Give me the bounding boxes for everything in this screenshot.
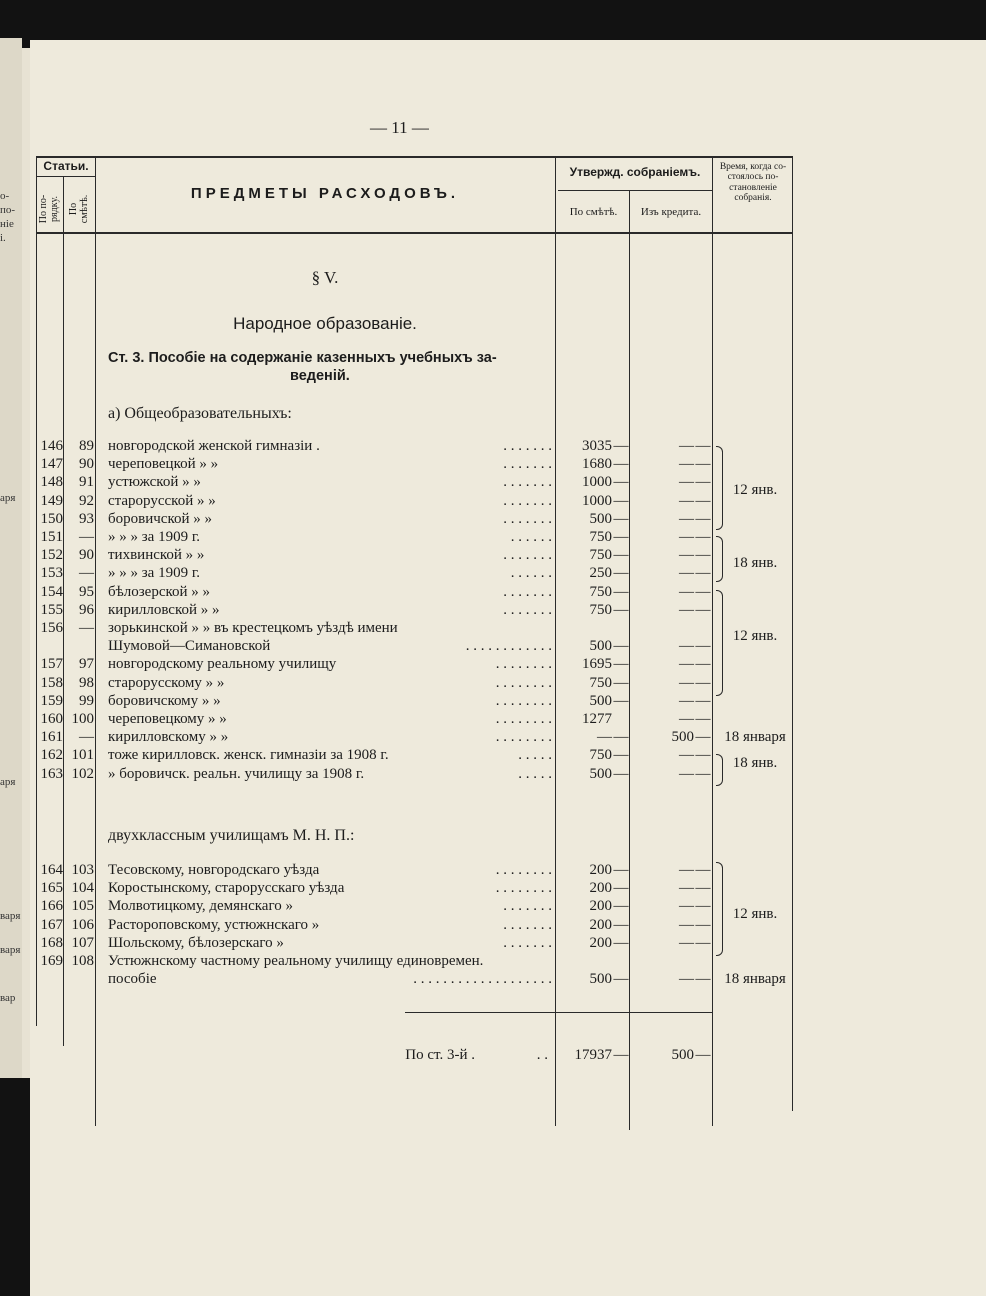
row-description: Устюжнскому частному реальному училищу единовремен.	[108, 953, 484, 969]
row-description: череповецкому » »	[108, 711, 227, 727]
row-credit: —	[679, 880, 694, 897]
row-number-order: 148	[40, 474, 63, 491]
row-credit-kopecks: —	[695, 583, 711, 600]
row-leaders: . . . . . . .	[503, 547, 552, 564]
row-description: » » » за 1909 г.	[108, 529, 201, 545]
row-amount: 3035	[582, 438, 612, 454]
row-description: боровичской » »	[108, 510, 212, 527]
row-credit-kopecks: —	[695, 692, 711, 709]
row-description: старорусской » »	[108, 492, 216, 509]
row-amount-kopecks: —	[613, 474, 629, 491]
row-amount-kopecks: —	[613, 692, 629, 709]
row-amount: 500	[589, 692, 612, 709]
row-leaders: . . . . . . .	[503, 583, 552, 600]
row-leaders: . . . . . . .	[503, 898, 552, 915]
row-number-order: 147	[40, 456, 63, 473]
row-credit: —	[679, 862, 694, 878]
row-credit-kopecks: —	[695, 456, 711, 473]
subsection-a: а) Общеобразовательныхъ:	[108, 405, 292, 422]
row-number-estimate: —	[79, 529, 94, 545]
row-amount: 200	[589, 898, 612, 915]
row-credit-kopecks: —	[695, 438, 711, 454]
row-credit-kopecks: —	[695, 601, 711, 618]
total-amount: 17937	[574, 1047, 612, 1063]
row-number-estimate: 105	[71, 898, 94, 915]
row-credit: —	[679, 438, 694, 454]
row-number-estimate: 99	[79, 692, 94, 709]
total-credit: 500	[671, 1047, 694, 1063]
row-credit-kopecks: —	[695, 971, 711, 988]
row-description: новгородскому реальному училищу	[108, 656, 337, 673]
row-amount-kopecks: —	[613, 765, 629, 782]
row-description: Коростынскому, старорусскаго уѣзда	[108, 880, 345, 897]
row-number-estimate: —	[79, 565, 94, 582]
header-articles: Статьи.	[43, 159, 89, 173]
row-credit-kopecks: —	[695, 547, 711, 564]
row-number-order: 167	[40, 916, 63, 933]
brace-18-jan	[716, 536, 723, 582]
row-credit: —	[679, 529, 694, 545]
row-amount: 750	[589, 583, 612, 600]
row-number-order: 151	[40, 529, 63, 545]
row-description: зорькинской » » въ крестецкомъ уѣздѣ имени	[108, 620, 398, 636]
row-amount: 1000	[582, 492, 612, 509]
row-leaders: . . . . . .	[510, 565, 552, 582]
row-amount-kopecks: —	[613, 898, 629, 915]
col-rule-s	[95, 156, 96, 1126]
row-credit: —	[679, 601, 694, 618]
row-number-order: 160	[40, 711, 63, 727]
row-credit: —	[679, 547, 694, 564]
row-number-order: 154	[40, 583, 63, 600]
row-number-order: 159	[40, 692, 63, 709]
row-number-order: 157	[40, 656, 63, 673]
row-amount-kopecks: —	[613, 565, 629, 582]
row-session-time: 18 января	[724, 971, 786, 988]
row-description: череповецкой » »	[108, 456, 219, 473]
row-amount-kopecks: —	[613, 583, 629, 600]
row-credit: —	[679, 692, 694, 709]
left-page-fragment: вар	[0, 992, 16, 1004]
row-leaders: . . . . . . .	[503, 934, 552, 951]
row-description: Шумовой—Симановской	[108, 638, 271, 655]
col-rule-time	[712, 156, 713, 1126]
brace-12-jan-b	[716, 590, 723, 696]
row-number-estimate: 100	[71, 711, 94, 727]
row-number-order: 168	[40, 934, 63, 951]
row-leaders: . . . . . . .	[503, 601, 552, 618]
row-description: Тесовскому, новгородскаго уѣзда	[108, 862, 320, 878]
row-amount: 750	[589, 529, 612, 545]
row-number-estimate: 98	[79, 674, 94, 691]
row-credit: —	[679, 971, 694, 988]
header-by-order: По по-рядку.	[38, 194, 60, 224]
row-credit-kopecks: —	[695, 711, 711, 727]
brace-18-jan-b	[716, 754, 723, 786]
row-leaders: . . . . .	[518, 765, 552, 782]
brace-12-jan	[716, 446, 723, 530]
row-description: Молвотицкому, демянскаго »	[108, 898, 293, 915]
row-amount-kopecks: —	[613, 880, 629, 897]
row-number-estimate: 101	[71, 747, 94, 764]
row-amount: 750	[589, 547, 612, 564]
row-number-order: 146	[40, 438, 63, 454]
row-number-estimate: 93	[79, 510, 94, 527]
row-credit-kopecks: —	[695, 898, 711, 915]
row-amount-kopecks: —	[613, 971, 629, 988]
row-number-estimate: 89	[79, 438, 94, 454]
row-number-order: 152	[40, 547, 63, 564]
total-leaders: . .	[536, 1047, 548, 1063]
row-leaders: . . . . . . .	[503, 438, 552, 454]
left-page-fragment: і.	[0, 232, 6, 244]
brace-12-jan-c	[716, 862, 723, 956]
articles-rule	[36, 176, 96, 177]
row-number-estimate: —	[79, 729, 94, 746]
row-description: тихвинской » »	[108, 547, 205, 564]
row-number-estimate: 107	[71, 934, 94, 951]
row-number-estimate: 96	[79, 601, 94, 618]
row-number-estimate: 106	[71, 916, 94, 933]
row-amount-kopecks: —	[613, 510, 629, 527]
row-session-time: 18 янв.	[732, 755, 778, 772]
row-credit-kopecks: —	[695, 880, 711, 897]
row-number-estimate: 95	[79, 583, 94, 600]
row-leaders: . . . . . . . .	[495, 862, 552, 878]
section-title: Народное образованіе.	[233, 314, 417, 333]
row-leaders: . . . . . . .	[503, 474, 552, 491]
row-credit-kopecks: —	[695, 656, 711, 673]
row-number-estimate: 108	[71, 953, 94, 969]
row-description: устюжской » »	[108, 474, 201, 491]
row-number-order: 153	[40, 565, 63, 582]
row-session-time: 18 января	[724, 729, 786, 746]
row-amount-kopecks: —	[613, 492, 629, 509]
row-amount: 1695	[582, 656, 612, 673]
row-session-time: 12 янв.	[732, 906, 778, 923]
row-description: боровичскому » »	[108, 692, 221, 709]
left-page-fragment: варя	[0, 944, 21, 956]
row-leaders: . . . . . . . . . . . . . . . . . . .	[413, 971, 552, 988]
total-credit-kopecks: —	[695, 1047, 711, 1063]
left-page-fragment: аря	[0, 492, 16, 504]
row-amount-kopecks: —	[613, 747, 629, 764]
table-top-rule	[36, 156, 792, 158]
row-amount-kopecks: —	[613, 729, 629, 746]
row-description: Шольскому, бѣлозерскаго »	[108, 934, 284, 951]
row-description: кирилловской » »	[108, 601, 220, 618]
row-leaders: . . . . . . . .	[495, 656, 552, 673]
header-by-estimate: По смѣтѣ.	[68, 194, 90, 224]
row-credit-kopecks: —	[695, 916, 711, 933]
row-amount: 500	[589, 510, 612, 527]
row-credit: —	[679, 456, 694, 473]
row-amount-kopecks: —	[613, 916, 629, 933]
row-description: тоже кирилловск. женск. гимназіи за 1908 г.	[108, 747, 389, 764]
row-leaders: . . . . . . .	[503, 456, 552, 473]
row-amount: 1277	[582, 711, 612, 727]
row-credit-kopecks: —	[695, 638, 711, 655]
row-amount: —	[597, 729, 612, 746]
left-page-fragment: по-	[0, 204, 16, 216]
total-rule	[405, 1012, 712, 1013]
row-credit-kopecks: —	[695, 529, 711, 545]
row-leaders: . . . . . . . . . . . .	[465, 638, 552, 655]
row-amount-kopecks: —	[613, 862, 629, 878]
row-credit-kopecks: —	[695, 510, 711, 527]
row-number-order: 150	[40, 510, 63, 527]
row-amount: 500	[589, 765, 612, 782]
row-credit: —	[679, 747, 694, 764]
row-description: бѣлозерской » »	[108, 583, 211, 600]
row-credit: —	[679, 674, 694, 691]
row-description: пособіе	[108, 971, 157, 988]
row-amount-kopecks: —	[613, 547, 629, 564]
row-number-order: 166	[40, 898, 63, 915]
row-number-order: 163	[40, 765, 63, 782]
row-credit: —	[679, 510, 694, 527]
row-number-order: 164	[40, 862, 63, 878]
row-description: старорусскому » »	[108, 674, 225, 691]
row-number-estimate: 92	[79, 492, 94, 509]
total-amount-kopecks: —	[613, 1047, 629, 1063]
row-leaders: . . . . . . . .	[495, 729, 552, 746]
row-number-estimate: 104	[71, 880, 94, 897]
row-credit-kopecks: —	[695, 862, 711, 878]
row-description: кирилловскому » »	[108, 729, 229, 746]
row-credit-kopecks: —	[695, 565, 711, 582]
row-leaders: . . . . . . .	[503, 492, 552, 509]
row-amount: 750	[589, 601, 612, 618]
row-credit: —	[679, 583, 694, 600]
row-number-order: 161	[40, 729, 63, 746]
row-credit: —	[679, 765, 694, 782]
left-page-fragment: о-	[0, 190, 10, 202]
left-page-fragment: ніе	[0, 218, 14, 230]
subsection-b: двухклассным училищамъ М. Н. П.:	[108, 827, 355, 844]
row-credit-kopecks: —	[695, 474, 711, 491]
left-page-fragment: варя	[0, 910, 21, 922]
row-description: » » » за 1909 г.	[108, 565, 201, 582]
row-session-time: 18 янв.	[732, 555, 778, 572]
row-number-order: 158	[40, 674, 63, 691]
row-credit: —	[679, 565, 694, 582]
row-leaders: . . . . . . .	[503, 510, 552, 527]
row-leaders: . . . . . . . .	[495, 711, 552, 727]
row-credit: —	[679, 638, 694, 655]
row-amount: 1680	[582, 456, 612, 473]
row-amount: 250	[589, 565, 612, 582]
row-number-estimate: 103	[71, 862, 94, 878]
page-number: — 11 —	[370, 118, 429, 137]
row-amount: 500	[589, 971, 612, 988]
row-amount-kopecks: —	[613, 601, 629, 618]
row-credit: —	[679, 474, 694, 491]
header-subjects: ПРЕДМЕТЫ РАСХОДОВЪ.	[190, 185, 460, 202]
row-number-estimate: —	[79, 620, 94, 636]
total-label: По ст. 3-й .	[405, 1047, 475, 1063]
row-leaders: . . . . . . . .	[495, 880, 552, 897]
row-credit-kopecks: —	[695, 747, 711, 764]
row-number-estimate: 91	[79, 474, 94, 491]
row-session-time: 12 янв.	[732, 628, 778, 644]
header-approved: Утвержд. собраніемъ.	[569, 165, 701, 179]
approved-rule	[558, 190, 712, 191]
row-credit-kopecks: —	[695, 765, 711, 782]
row-credit: —	[679, 656, 694, 673]
row-credit: —	[679, 492, 694, 509]
row-credit-kopecks: —	[695, 674, 711, 691]
header-from-credit: Изъ кредита.	[640, 206, 702, 218]
row-leaders: . . . . . . .	[503, 916, 552, 933]
article-line-2: веденій.	[290, 368, 350, 384]
header-by-smeta: По смѣтѣ.	[569, 206, 618, 218]
row-number-order: 155	[40, 601, 63, 618]
row-description: Растороповскому, устюжнскаго »	[108, 916, 320, 933]
row-amount: 200	[589, 862, 612, 878]
row-credit-kopecks: —	[695, 492, 711, 509]
row-number-order: 162	[40, 747, 63, 764]
row-number-estimate: 102	[71, 765, 94, 782]
row-credit: 500	[671, 729, 694, 746]
row-leaders: . . . . . . . .	[495, 674, 552, 691]
row-number-order: 149	[40, 492, 63, 509]
row-amount: 200	[589, 934, 612, 951]
row-number-estimate: 90	[79, 547, 94, 564]
row-credit: —	[679, 711, 694, 727]
row-number-estimate: 90	[79, 456, 94, 473]
row-description: » боровичск. реальн. училищу за 1908 г.	[108, 765, 365, 782]
row-amount: 500	[589, 638, 612, 655]
row-credit-kopecks: —	[695, 934, 711, 951]
row-credit: —	[679, 898, 694, 915]
row-amount: 200	[589, 916, 612, 933]
row-number-estimate: 97	[79, 656, 94, 673]
row-session-time: 12 янв.	[732, 482, 778, 499]
row-amount-kopecks: —	[613, 456, 629, 473]
row-credit: —	[679, 934, 694, 951]
row-credit-kopecks: —	[695, 729, 711, 746]
row-number-order: 156	[40, 620, 63, 636]
section-paragraph: § V.	[311, 268, 339, 287]
row-leaders: . . . . . .	[510, 529, 552, 545]
row-amount-kopecks: —	[613, 529, 629, 545]
header-bottom-rule	[36, 232, 792, 234]
row-amount: 200	[589, 880, 612, 897]
row-leaders: . . . . . . . .	[495, 692, 552, 709]
row-amount: 750	[589, 674, 612, 691]
row-amount-kopecks: —	[613, 674, 629, 691]
left-page-fragment: аря	[0, 776, 16, 788]
row-amount-kopecks: —	[613, 656, 629, 673]
row-description: новгородской женской гимназіи .	[108, 438, 320, 454]
row-leaders: . . . . .	[518, 747, 552, 764]
row-number-order: 169	[40, 953, 63, 969]
article-line-1: Ст. 3. Пособіе на содержаніе казенныхъ учебныхъ за-	[108, 350, 497, 366]
row-amount-kopecks: —	[613, 438, 629, 454]
col-rule-right	[792, 156, 793, 1111]
row-amount: 750	[589, 747, 612, 764]
row-amount-kopecks: —	[613, 934, 629, 951]
row-number-order: 165	[40, 880, 63, 897]
row-amount: 1000	[582, 474, 612, 491]
header-time: Время, когда со-стоялось по-становленіе собранія.	[719, 162, 787, 204]
row-amount-kopecks: —	[613, 638, 629, 655]
row-credit: —	[679, 916, 694, 933]
